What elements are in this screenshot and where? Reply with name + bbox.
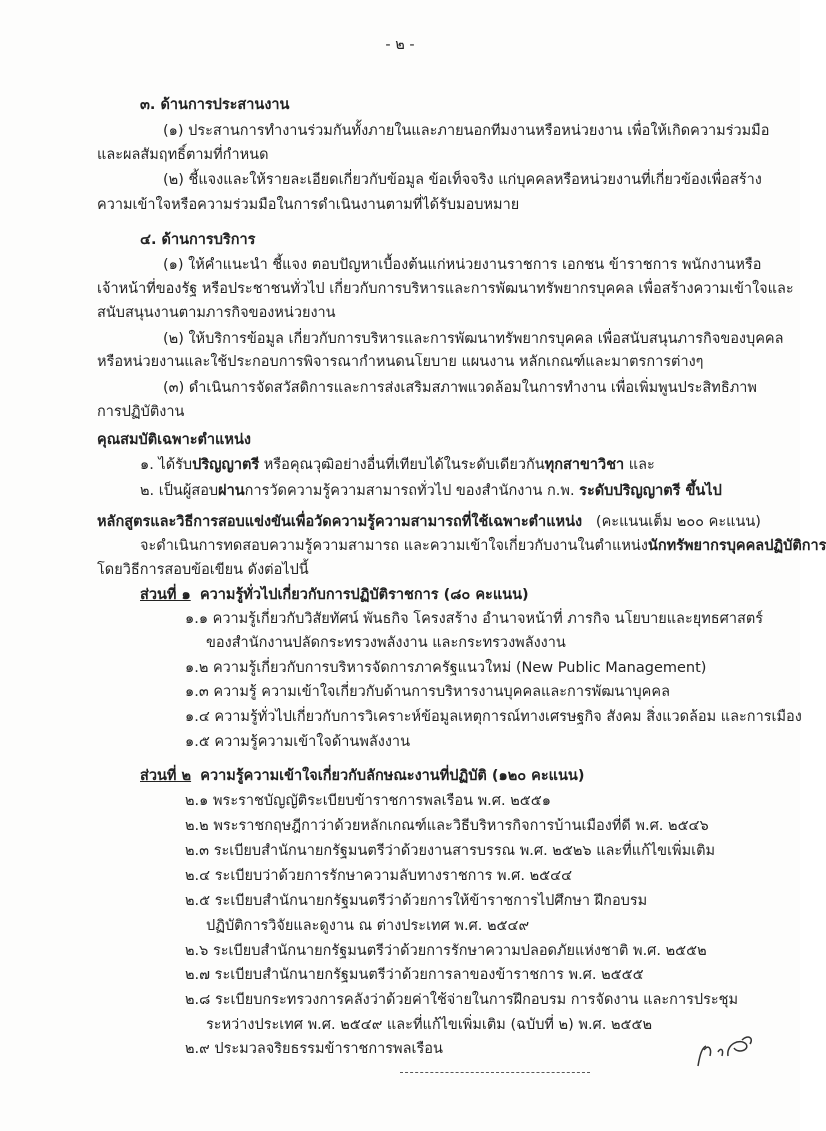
- service-item-3-cont: การปฏิบัติงาน: [97, 404, 185, 420]
- part-2-item: ๒.๑ พระราชบัญญัติระเบียบข้าราชการพลเรือน พ.ศ. ๒๕๕๑: [185, 793, 551, 809]
- position-title: นักทรัพยากรบุคคลปฏิบัติการ: [647, 538, 826, 554]
- service-item-1-cont: สนับสนุนงานตามภารกิจของหน่วยงาน: [97, 305, 336, 321]
- part-2-item: ๒.๔ ระเบียบว่าด้วยการรักษาความลับทางราชการ พ.ศ. ๒๕๔๔: [185, 868, 573, 884]
- text: ทุกสาขาวิชา: [544, 457, 625, 473]
- handwritten-initials: [690, 1030, 760, 1070]
- part-2-item: ๒.๓ ระเบียบสำนักนายกรัฐมนตรีว่าด้วยงานสารบรรณ พ.ศ. ๒๕๒๖ และที่แก้ไขเพิ่มเติม: [185, 843, 716, 859]
- curriculum-heading-line: [97, 512, 761, 532]
- service-heading: ๔. ด้านการบริการ: [140, 232, 256, 248]
- text: ผ่าน: [218, 483, 245, 499]
- part-2-item-cont: ปฏิบัติการวิจัยและดูงาน ณ ต่างประเทศ พ.ศ. ๒๕๔๙: [206, 918, 530, 934]
- curriculum-intro: [140, 536, 826, 556]
- part-1-title: ความรู้ทั่วไปเกี่ยวกับการปฏิบัติราชการ (๘๐ คะแนน): [199, 587, 529, 603]
- part-1-item-cont: ของสำนักงานปลัดกระทรวงพลังงาน และกระทรวงพลังงาน: [206, 635, 566, 651]
- part-1-label: ส่วนที่ ๑: [140, 587, 191, 603]
- part-2-item: ๒.๕ ระเบียบสำนักนายกรัฐมนตรีว่าด้วยการให้ข้าราชการไปศึกษา ฝึกอบรม: [185, 893, 648, 909]
- score-note: (คะแนนเต็ม ๒๐๐ คะแนน): [595, 514, 761, 530]
- text: และ: [624, 457, 655, 473]
- footer-divider: [400, 1072, 590, 1073]
- service-item-1-cont: เจ้าหน้าที่ของรัฐ หรือประชาชนทั่วไป เกี่ยวกับการบริหารและการพัฒนาทรัพยากรบุคคล เพื่อสร้างความเข้าใจและ: [97, 281, 794, 297]
- part-2-item: ๒.๒ พระราชกฤษฎีกาว่าด้วยหลักเกณฑ์และวิธีบริหารกิจการบ้านเมืองที่ดี พ.ศ. ๒๕๔๖: [185, 818, 709, 834]
- part-2-item-cont: ระหว่างประเทศ พ.ศ. ๒๕๔๙ และที่แก้ไขเพิ่มเติม (ฉบับที่ ๒) พ.ศ. ๒๕๕๒: [206, 1017, 653, 1033]
- service-item-1: (๑) ให้คำแนะนำ ชี้แจง ตอบปัญหาเบื้องต้นแก่หน่วยงานราชการ เอกชน ข้าราชการ พนักงานหรือ: [163, 257, 762, 273]
- coordination-item-2-cont: ความเข้าใจหรือความร่วมมือในการดำเนินงานตามที่ได้รับมอบหมาย: [97, 197, 520, 213]
- service-item-3: (๓) ดำเนินการจัดสวัสดิการและการส่งเสริมสภาพแวดล้อมในการทำงาน เพื่อเพิ่มพูนประสิทธิภาพ: [163, 380, 757, 396]
- qualifications-heading: คุณสมบัติเฉพาะตำแหน่ง: [97, 432, 251, 448]
- part-1-item: ๑.๔ ความรู้ทั่วไปเกี่ยวกับการวิเคราะห์ข้อมูลเหตุการณ์ทางเศรษฐกิจ สังคม สิ่งแวดล้อม และการเมือง: [185, 709, 802, 725]
- curriculum-heading: หลักสูตรและวิธีการสอบแข่งขันเพื่อวัดความรู้ความสามารถที่ใช้เฉพาะตำแหน่ง: [97, 514, 583, 530]
- curriculum-intro-cont: โดยวิธีการสอบข้อเขียน ดังต่อไปนี้: [97, 562, 309, 578]
- text: ๑. ได้รับ: [140, 457, 193, 473]
- page-number: - ๒ -: [385, 37, 415, 53]
- service-item-2: (๒) ให้บริการข้อมูล เกี่ยวกับการบริหารและการพัฒนาทรัพยากรบุคคล เพื่อสนับสนุนภารกิจของบุคคล: [163, 331, 784, 347]
- coordination-item-2: (๒) ชี้แจงและให้รายละเอียดเกี่ยวกับข้อมูล ข้อเท็จจริง แก่บุคคลหรือหน่วยงานที่เกี่ยวข้องเพื่อสร้าง: [163, 172, 762, 188]
- service-item-2-cont: หรือหน่วยงานและใช้ประกอบการพิจารณากำหนดนโยบาย แผนงาน หลักเกณฑ์และมาตรการต่างๆ: [97, 354, 704, 370]
- text: หรือคุณวุฒิอย่างอื่นที่เทียบได้ในระดับเดียวกัน: [259, 457, 545, 473]
- text: จะดำเนินการทดสอบความรู้ความสามารถ และความเข้าใจเกี่ยวกับงานในตำแหน่ง: [140, 538, 648, 554]
- part-2-item: ๒.๗ ระเบียบสำนักนายกรัฐมนตรีว่าด้วยการลาของข้าราชการ พ.ศ. ๒๕๕๕: [185, 967, 644, 983]
- part-1-item: ๑.๕ ความรู้ความเข้าใจด้านพลังงาน: [185, 734, 410, 750]
- text: ปริญญาตรี: [192, 457, 260, 473]
- part-2-header: [140, 766, 584, 786]
- part-2-item: ๒.๖ ระเบียบสำนักนายกรัฐมนตรีว่าด้วยการรักษาความปลอดภัยแห่งชาติ พ.ศ. ๒๕๕๒: [185, 943, 707, 959]
- part-2-title: ความรู้ความเข้าใจเกี่ยวกับลักษณะงานที่ปฏิบัติ (๑๒๐ คะแนน): [200, 768, 585, 784]
- part-2-label: ส่วนที่ ๒: [140, 768, 192, 784]
- qualification-2: [140, 481, 722, 501]
- part-1-item: ๑.๑ ความรู้เกี่ยวกับวิสัยทัศน์ พันธกิจ โครงสร้าง อำนาจหน้าที่ ภารกิจ นโยบายและยุทธศาสตร์: [185, 611, 764, 627]
- qualification-1: [140, 455, 655, 475]
- coordination-item-1-cont: และผลสัมฤทธิ์ตามที่กำหนด: [97, 147, 269, 163]
- text: ๒. เป็นผู้สอบ: [140, 483, 219, 499]
- part-2-item: ๒.๙ ประมวลจริยธรรมข้าราชการพลเรือน: [185, 1041, 443, 1057]
- part-1-header: [140, 585, 529, 605]
- coordination-heading: ๓. ด้านการประสานงาน: [140, 97, 290, 113]
- text: การวัดความรู้ความสามารถทั่วไป ของสำนักงาน ก.พ.: [244, 483, 580, 499]
- coordination-item-1: (๑) ประสานการทำงานร่วมกันทั้งภายในและภายนอกทีมงานหรือหน่วยงาน เพื่อให้เกิดความร่วมมือ: [163, 123, 770, 139]
- part-2-item: ๒.๘ ระเบียบกระทรวงการคลังว่าด้วยค่าใช้จ่ายในการฝึกอบรม การจัดงาน และการประชุม: [185, 992, 739, 1008]
- text: ระดับปริญญาตรี ขึ้นไป: [579, 483, 722, 499]
- part-1-item: ๑.๒ ความรู้เกี่ยวกับการบริหารจัดการภาครัฐแนวใหม่ (New Public Management): [185, 660, 707, 676]
- part-1-item: ๑.๓ ความรู้ ความเข้าใจเกี่ยวกับด้านการบริหารงานบุคคลและการพัฒนาบุคคล: [185, 684, 670, 700]
